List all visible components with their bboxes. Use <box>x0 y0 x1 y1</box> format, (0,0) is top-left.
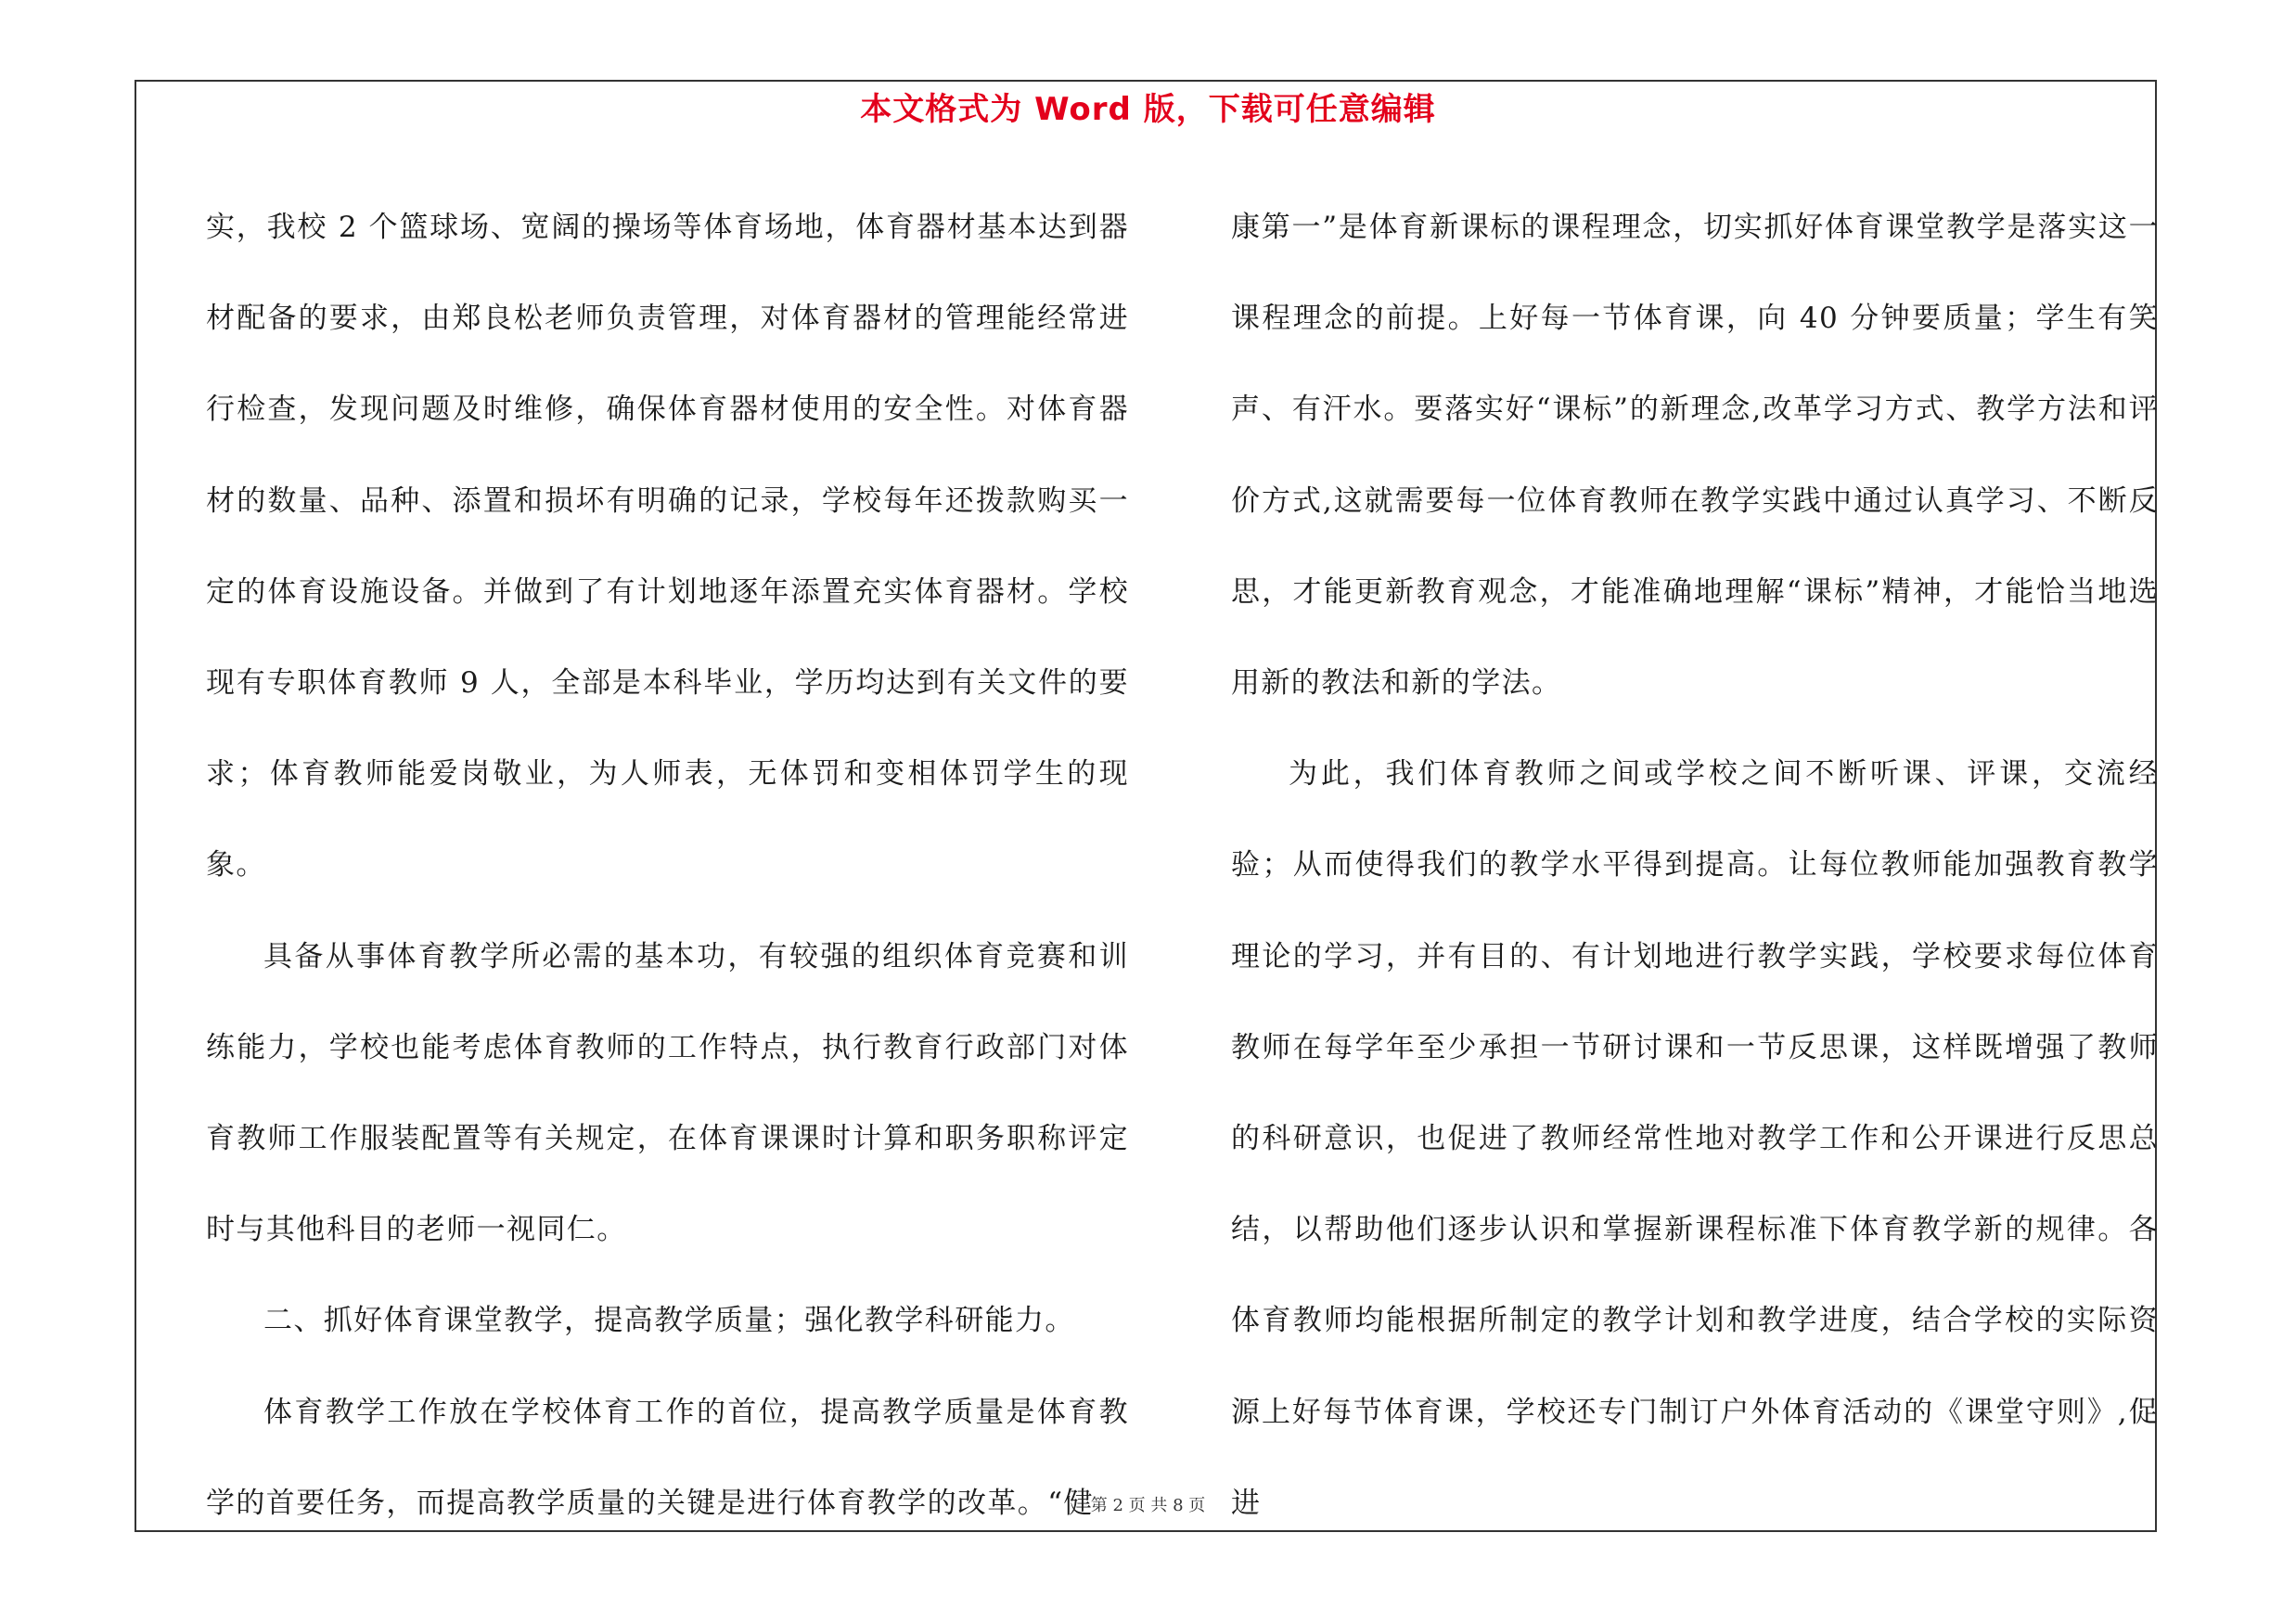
page-number-footer: 第 2 页 共 8 页 <box>1090 1496 1206 1515</box>
paragraph-teaching-research: 为此，我们体育教师之间或学校之间不断听课、评课，交流经验；从而使得我们的教学水平得到提高。让每位教师能加强教育教学理论的学习，并有目的、有计划地进行教学实践，学校要求每位体育教师在每学年至少承担一节研讨课和一节反思课，这样既增强了教师的科研意识，也促进了教师经常性地对教学工作和公开课进行反思总结，以帮助他们逐步认识和掌握新课程标准下体育教学新的规律。各体育教师均能根据所制定的教学计划和教学进度，结合学校的实际资源上好每节体育课，学校还专门制订户外体育活动的《课堂守则》,促进 <box>1231 757 2159 1520</box>
paragraph-facilities: 实，我校 2 个篮球场、宽阔的操场等体育场地，体育器材基本达到器材配备的要求，由郑良松老师负责管理，对体育器材的管理能经常进行检查，发现问题及时维修，确保体育器材使用的安全性。对体育器材的数量、品种、添置和损坏有明确的记录，学校每年还拨款购买一定的体育设施设备。并做到了有计划地逐年添置充实体育器材。学校现有专职体育教师 9 人，全部是本科毕业，学历均达到有关文件的要求；体育教师能爱岗敬业，为人师表，无体罚和变相体罚学生的现象。 <box>206 211 1129 882</box>
paragraph-teaching-quality: 体育教学工作放在学校体育工作的首位，提高教学质量是体育教学的首要任务，而提高教学质量的关键是进行体育教学的改革。“健 <box>206 1395 1129 1520</box>
right-text-column <box>1231 182 2159 1549</box>
section-heading-two: 二、抓好体育课堂教学，提高教学质量；强化教学科研能力。 <box>263 1304 1075 1338</box>
format-banner: 本文格式为 Word 版，下载可任意编辑 <box>860 91 1436 128</box>
paragraph-teacher-skills: 具备从事体育教学所必需的基本功，有较强的组织体育竞赛和训练能力，学校也能考虑体育教师的工作特点，执行教育行政部门对体育教师工作服装配置等有关规定，在体育课课时计算和职务职称评定时与其他科目的老师一视同仁。 <box>206 939 1129 1247</box>
left-text-column <box>206 182 1129 1549</box>
paragraph-curriculum-concept: 康第一”是体育新课标的课程理念，切实抓好体育课堂教学是落实这一课程理念的前提。上好每一节体育课，向 40 分钟要质量；学生有笑声、有汗水。要落实好“课标”的新理念,改革学习方式、教学方法和评价方式,这就需要每一位体育教师在教学实践中通过认真学习、不断反思，才能更新教育观念，才能准确地理解“课标”精神，才能恰当地选用新的教法和新的学法。 <box>1231 211 2159 701</box>
